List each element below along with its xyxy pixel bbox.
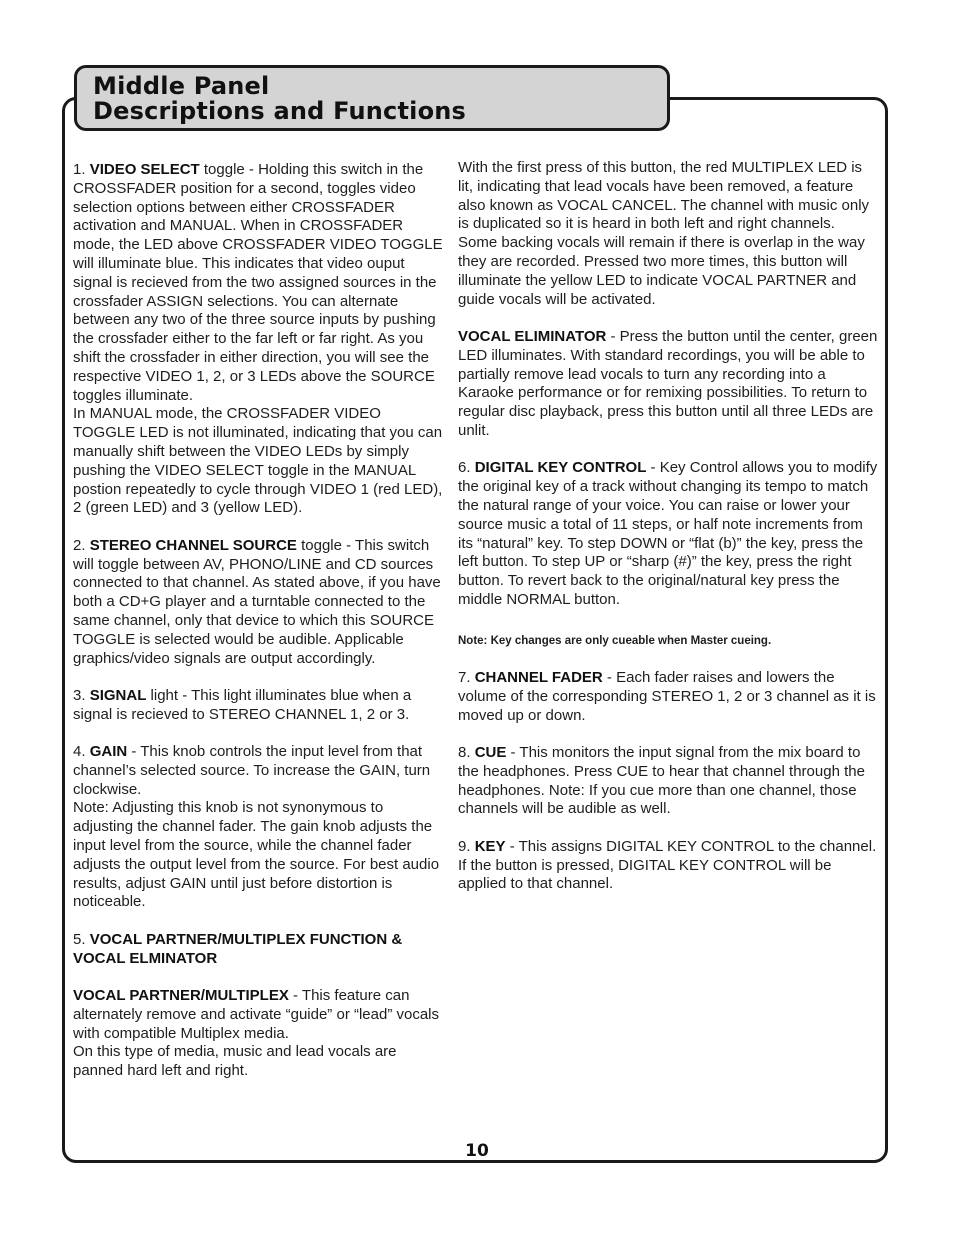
- section-vocal-partner-multiplex: VOCAL PARTNER/MULTIPLEX - This feature can alternately remove and activate “guide” or “lead” vocals with compatible Multiplex media.: [73, 987, 440, 1042]
- section-heading: GAIN: [89, 743, 128, 761]
- section-vocal-eliminator: VOCAL ELIMINATOR - Press the button until the center, green LED illuminates. With standard recordings, you will be able to partially remove lead vocals to turn any recording into a Karaoke performance or for remixing possibilities. To return to regular disc playback, press this button until all three LEDs are unlit.: [458, 327, 878, 439]
- section-key: 9. KEY - This assigns DIGITAL KEY CONTROL to the channel. If the button is pressed, DIGITAL KEY CONTROL will be applied to that channel.: [458, 837, 877, 893]
- section-gain-note: Note: Adjusting this knob is not synonymous to adjusting the channel fader. The gain knob adjusts the input level from the source, while the channel fader adjusts the output level from the source. For best audio results, adjust GAIN until just before distortion is noticeable.: [73, 799, 440, 911]
- section-heading: SIGNAL: [89, 686, 147, 704]
- title-box: [74, 65, 670, 131]
- section-heading: KEY: [474, 837, 506, 855]
- key-change-note: Note: Key changes are only cueable when Master cueing.: [458, 635, 772, 648]
- section-cue: 8. CUE - This monitors the input signal from the mix board to the headphones. Press CUE to hear that channel through the headphones. Note: If you cue more than one channel, those channels will be audible as well.: [458, 744, 865, 818]
- section-heading: STEREO CHANNEL SOURCE: [89, 536, 297, 554]
- section-heading: CHANNEL FADER: [474, 669, 603, 687]
- section-heading: DIGITAL KEY CONTROL: [474, 459, 647, 477]
- section-heading: CUE: [474, 744, 507, 762]
- section-heading: VOCAL PARTNER/MULTIPLEX: [73, 987, 289, 1005]
- section-video-select-manual: In MANUAL mode, the CROSSFADER VIDEO TOGGLE LED is not illuminated, indicating that you can manually shift between the VIDEO LEDs by simply pushing the VIDEO SELECT toggle in the MANUAL postion repeatedly to cycle through VIDEO 1 (red LED), 2 (green LED) and 3 (yellow LED).: [73, 405, 443, 517]
- section-vocal-partner-media: On this type of media, music and lead vocals are panned hard left and right.: [73, 1043, 397, 1080]
- section-stereo-channel-source: 2. STEREO CHANNEL SOURCE toggle - This switch will toggle between AV, PHONO/LINE and CD sources connected to that channel. As stated above, if you have both a CD+G player and a turntable connected to the same channel, only that device to which this SOURCE TOGGLE is selected would be audible. Applicable graphics/video signals are output accordingly.: [73, 536, 441, 667]
- section-signal: 3. SIGNAL light - This light illuminates blue when a signal is recieved to STEREO CHANNEL 1, 2 or 3.: [73, 686, 412, 723]
- section-heading: VIDEO SELECT: [89, 161, 200, 178]
- section-video-select: 1. VIDEO SELECT toggle - Holding this switch in the CROSSFADER position for a second, toggles video selection options between either CROSSFADER activation and MANUAL. When in CROSSFADER mode, the LED above CROSSFADER VIDEO TOGGLE will illuminate blue. This indicates that video ouput signal is recieved from the two assigned sources in the crossfader ASSIGN selections. You can alternate between any two of the three source inputs by pushing the crossfader either to the far left or far right. As you shift the crossfader in either direction, you will see the respective VIDEO 1, 2, or 3 LEDs above the SOURCE toggles illuminate.: [73, 161, 443, 404]
- page-title-line-2: Descriptions and Functions: [93, 97, 467, 125]
- section-vocal-partner-heading: 5. VOCAL PARTNER/MULTIPLEX FUNCTION & VOCAL ELMINATOR: [73, 930, 403, 967]
- section-multiplex-continued: With the first press of this button, the red MULTIPLEX LED is lit, indicating that lead vocals have been removed, a feature also known as VOCAL CANCEL. The channel with music only is duplicated so it is heard in both left and right channels. Some backing vocals will remain if there is overlap in the way they are recorded. Pressed two more times, this button will illuminate the yellow LED to indicate VOCAL PARTNER and guide vocals will be activated.: [458, 159, 870, 308]
- section-channel-fader: 7. CHANNEL FADER - Each fader raises and lowers the volume of the corresponding STEREO 1, 2 or 3 channel as it is moved up or down.: [458, 669, 876, 724]
- section-digital-key-control: 6. DIGITAL KEY CONTROL - Key Control allows you to modify the original key of a track without changing its tempo to match the natural range of your voice. You can raise or lower your source music a total of 11 steps, or half note increments from its “natural” key. To step DOWN or “flat (b)” the key, press the left button. To step UP or “sharp (#)” the key, press the right button. To revert back to the original/natural key press the middle NORMAL button.: [458, 459, 878, 608]
- page-title-line-1: Middle Panel: [93, 72, 270, 100]
- right-column: [458, 159, 878, 913]
- section-heading: VOCAL PARTNER/MULTIPLEX FUNCTION & VOCAL ELMINATOR: [73, 930, 403, 967]
- page-number: 10: [465, 1141, 489, 1161]
- section-gain: 4. GAIN - This knob controls the input level from that channel’s selected source. To increase the GAIN, turn clockwise.: [73, 743, 431, 798]
- left-column: [73, 161, 445, 1081]
- section-heading: VOCAL ELIMINATOR: [458, 327, 607, 345]
